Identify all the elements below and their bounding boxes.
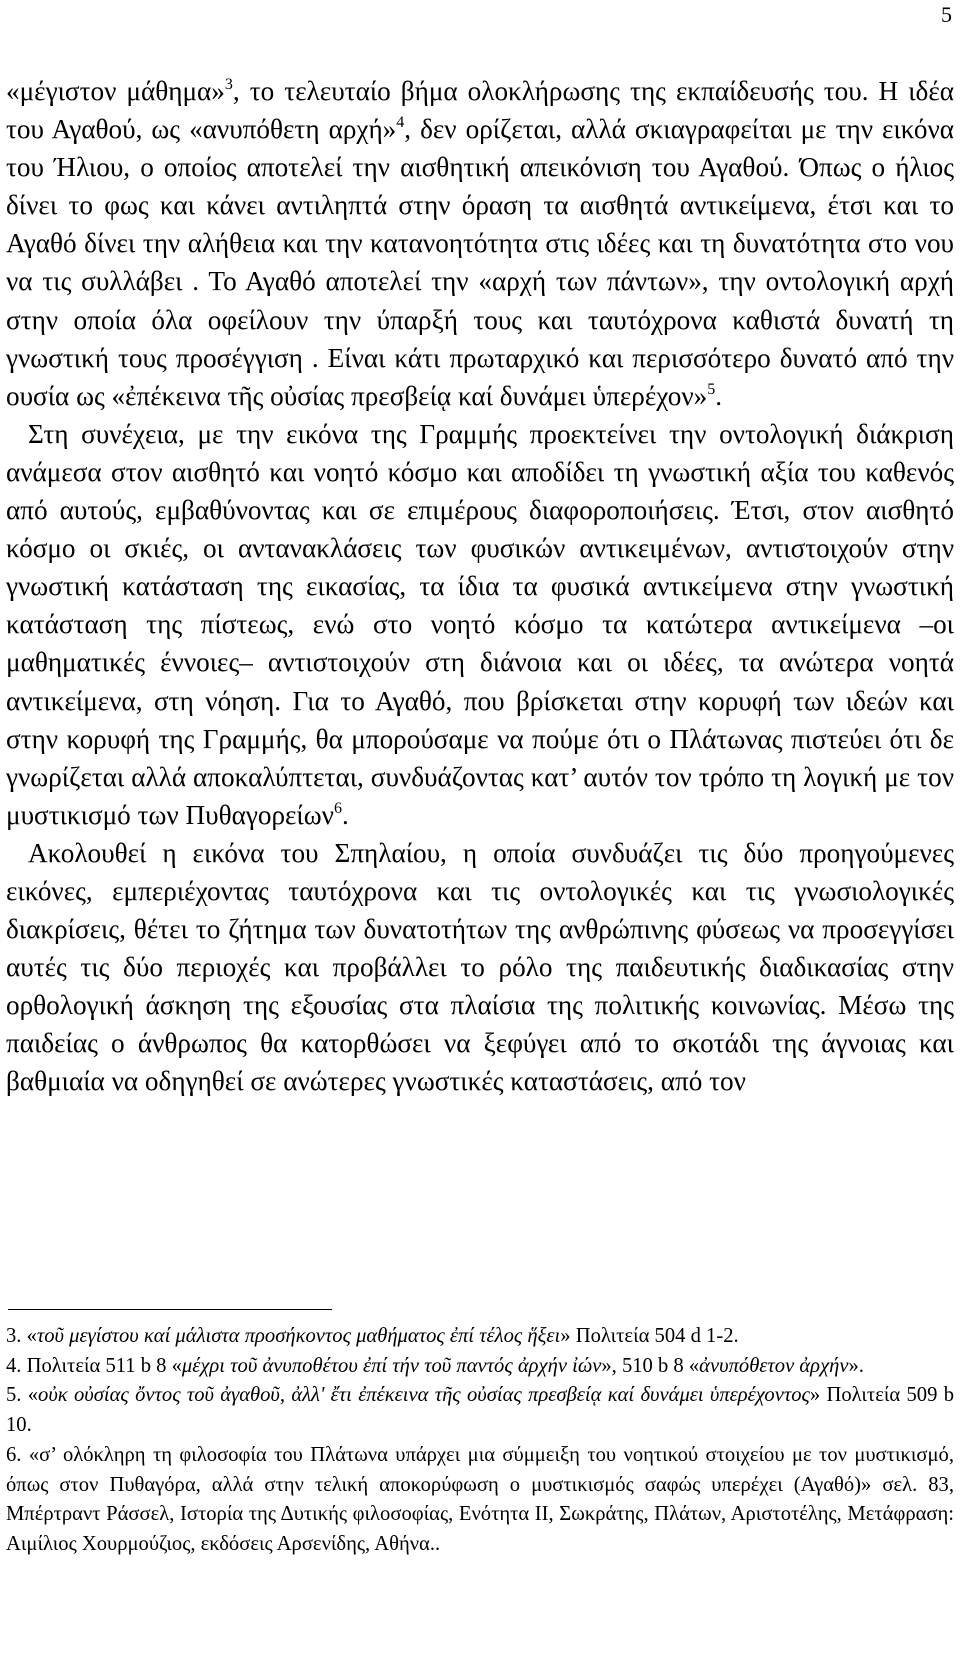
text-run: 4. Πολιτεία 511 b 8 «	[6, 1354, 182, 1377]
footnote	[6, 1441, 954, 1560]
text-run: Ακολουθεί η εικόνα του Σπηλαίου, η οποία συνδυάζει τις δύο προηγούμενες εικόνες, εμπεριέχοντας ταυτόχρονα και τις οντολογικές και τις γνωσιολογικές διακρίσεις, θέτει το ζήτημα των δυνατοτήτων της ανθρώπινης φύσεως να προσεγγίσει αυτές τις δύο περιοχές και προβάλλει το ρόλο της παιδευτικής διαδικασίας στην ορθολογική άσκηση της εξουσίας στα πλαίσια της πολιτικής κοινωνίας. Μέσω της παιδείας ο άνθρωπος θα κατορθώσει να ξεφύγει από το σκοτάδι της άγνοιας και βαθμιαία να οδηγηθεί σε ανώτερες γνωστικές καταστάσεις, από τον	[6, 837, 954, 1097]
text-run: , δεν ορίζεται, αλλά σκιαγραφείται με την εικόνα του Ήλιου, ο οποίος αποτελεί την αισθητική απεικόνιση του Αγαθού. Όπως ο ήλιος δίνει το φως και κάνει αντιληπτά στην όραση τα αισθητά αντικείμενα, έτσι και το Αγαθό δίνει την αλήθεια και την κατανοητότητα στις ιδέες και τη δυνατότητα στο νου να τις συλλάβει . Το Αγαθό αποτελεί την «αρχή των πάντων», την οντολογική αρχή στην οποία όλα οφείλουν την ύπαρξή τους και ταυτόχρονα καθιστά δυνατή τη γνωστική τους προσέγγιση . Είναι κάτι πρωταρχικό και περισσότερο δυνατό από την ουσία ως «ἐπέκεινα τῆς οὐσίας πρεσβείᾳ καί δυνάμει ὑπερέχον»	[6, 114, 954, 411]
footnote-ref: 3	[224, 76, 233, 93]
paragraph	[6, 72, 954, 415]
footnotes	[6, 1322, 954, 1560]
text-run: ».	[848, 1354, 864, 1377]
footnote	[6, 1352, 954, 1382]
text-run: 6. «σ’ ολόκληρη τη φιλοσοφία του Πλάτωνα υπάρχει μια σύμμειξη του νοητικού στοιχείου με τον μυστικισμό, όπως στον Πυθαγόρα, αλλά στην τελική αποκορύφωση ο μυστικισμός σαφώς υπερέχει (Αγαθό)» σελ. 83, Μπέρτραντ Ράσσελ, Ιστορία της Δυτικής φιλοσοφίας, Ενότητα ΙΙ, Σωκράτης, Πλάτων, Αριστοτέλης, Μετάφραση: Αιμίλιος Χουρμούζιος, εκδόσεις Αρσενίδης, Αθήνα..	[6, 1443, 954, 1555]
footnote	[6, 1322, 954, 1352]
text-run: .	[341, 799, 349, 830]
text-run: , το τελευταίο βήμα ολοκλήρωσης της εκπαίδευσής του. Η ιδέα του Αγαθού, ως «ανυπόθετη αρχή»	[6, 76, 954, 145]
footnote-ref: 5	[707, 380, 716, 398]
text-run: 5. «	[6, 1384, 39, 1407]
footnote-ref: 6	[333, 799, 342, 817]
text-run: Στη συνέχεια, με την εικόνα της Γραμμής προεκτείνει την οντολογική διάκριση ανάμεσα στον αισθητό και νοητό κόσμο και αποδίδει τη γνωστική αξία του καθενός από αυτούς, εμβαθύνοντας και σε επιμέρους διαφοροποιήσεις. Έτσι, στον αισθητό κόσμο οι σκιές, οι αντανακλάσεις των φυσικών αντικειμένων, αντιστοιχούν στην γνωστική κατάσταση της εικασίας, τα ίδια τα φυσικά αντικείμενα στην γνωστική κατάσταση της πίστεως, ενώ στο νοητό κόσμο τα κατώτερα αντικείμενα –οι μαθηματικές έννοιες– αντιστοιχούν στη διάνοια και οι ιδέες, τα ανώτερα νοητά αντικείμενα, στη νόηση. Για το Αγαθό, που βρίσκεται στην κορυφή των ιδεών και στην κορυφή της Γραμμής, θα μπορούσαμε να πούμε ότι ο Πλάτωνας πιστεύει ότι δε γνωρίζεται αλλά αποκαλύπτεται, συνδυάζοντας κατ’ αυτόν τον τρόπο τη λογική με τον μυστικισμό των Πυθαγορείων	[6, 418, 954, 830]
footnote-ref: 4	[396, 114, 405, 132]
text-run: 3. «	[6, 1325, 37, 1347]
text-run: » Πολιτεία 509 b 10.	[6, 1384, 954, 1437]
italic-quote: ἀνυπόθετον ἀρχήν	[699, 1354, 849, 1377]
italic-quote: τοῦ μεγίστου καί μάλιστα προσήκοντος μαθήματος ἐπί τέλος ἥξει	[36, 1325, 561, 1347]
text-run: .	[715, 380, 723, 411]
paragraph	[6, 415, 954, 834]
italic-quote: οὐκ οὐσίας ὄντος τοῦ ἀγαθοῦ, ἀλλ' ἔτι ἐπέκεινα τῆς οὐσίας πρεσβείᾳ καί δυνάμει ὑπερέχοντος	[38, 1384, 810, 1407]
text-run: », 510 b 8 «	[601, 1354, 700, 1377]
body-text	[6, 72, 954, 1101]
paragraph	[6, 834, 954, 1101]
text-run: » Πολιτεία 504 d 1-2.	[560, 1325, 739, 1347]
footnote	[6, 1381, 954, 1440]
text-run: «μέγιστον μάθημα»	[6, 76, 225, 106]
footnote-separator	[8, 1309, 332, 1310]
page-number: 5	[941, 2, 952, 27]
italic-quote: μέχρι τοῦ ἀνυποθέτου ἐπί τήν τοῦ παντός ἀρχήν ἰών	[181, 1354, 602, 1377]
